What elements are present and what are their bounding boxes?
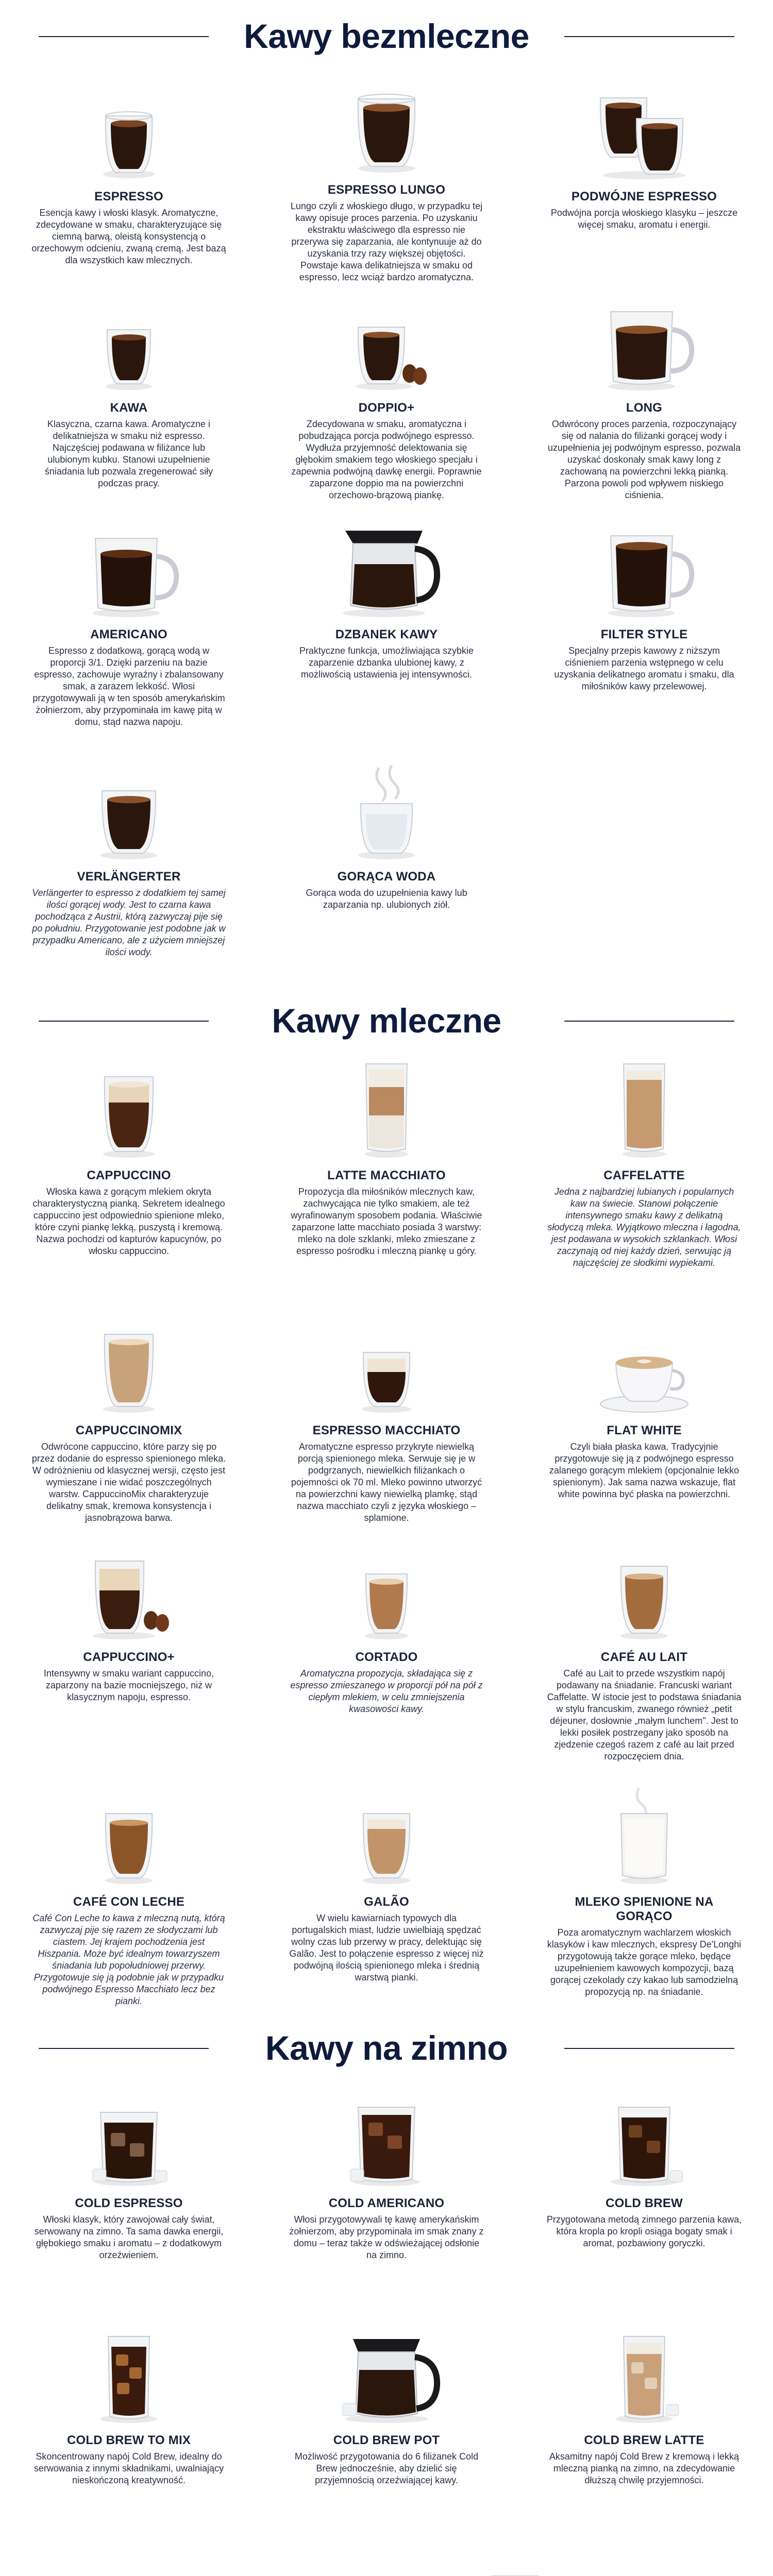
drink-item [0,2079,258,2316]
drink-name: AMERICANO [90,628,167,641]
divider-line [39,2048,209,2049]
espresso-macchiato-glass-icon [320,1306,453,1414]
drink-name: KAWA [110,401,148,415]
drink-name: COLD AMERICANO [328,2196,445,2210]
drink-description: Włoski klasyk, który zawojował cały świat, serwowany na zimno. Ta sama dawka energii, głębokiego smaku i aromatu – z dodatkowym orzeźwieniem. [34,2214,224,2260]
coffee-carafe-icon [320,510,453,618]
drink-description: Intensywny w smaku wariant cappuccino, zaparzony na bazie mocniejszego, niż w klasycznym napoju, espresso. [43,1668,214,1702]
drink-item [129,2553,386,2576]
drink-item [0,1533,258,1777]
drink-item [0,752,258,990]
drink-name: CORTADO [355,1650,418,1664]
drink-item [0,1306,258,1533]
drink-name: COLD BREW POT [333,2433,440,2447]
drink-description: Przygotowana metodą zimnego parzenia kawa, która kropla po kropli osiąga bogaty smak i aromat, pozbawiony goryczki. [546,2214,742,2248]
long-mug-icon [577,283,711,392]
cold-americano-glass-icon [320,2079,453,2187]
drink-name: FLAT WHITE [607,1423,682,1437]
drink-grid-bezmleczne [0,72,773,990]
drink-item [258,510,515,752]
drink-item [0,1051,258,1306]
drink-item-empty [515,752,773,990]
drink-item [515,283,773,510]
drink-name: VERLÄNGERTER [77,870,181,884]
drink-grid-mleczne [0,1051,773,2017]
double-espresso-cups-icon [577,72,711,180]
drink-name: LATTE MACCHIATO [327,1168,446,1182]
divider-line [39,1021,209,1022]
drink-name: LONG [626,401,663,415]
divider-line [39,36,209,37]
drink-description: Podwójna porcja włoskiego klasyku – jeszcze więcej smaku, aromatu i energii. [550,208,738,230]
cold-brew-glass-icon [577,2079,711,2187]
cappuccino-glass-icon [62,1051,196,1159]
drink-description: Odwrócone cappuccino, które parzy się po przez dodanie do espresso spienionego mleka. W odróżnieniu od klasycznej wersji, często jest wymieszane i nie widać poszczególnych warstw. CappuccinoMix charakteryzuje delikatny smak, kremowa konsystencja i jasnobrązowa barwa. [31,1442,226,1523]
latte-macchiato-glass-icon [320,1051,453,1159]
drink-name: ESPRESSO LUNGO [327,183,446,197]
drink-item [515,510,773,752]
section-header-bezmleczne [0,0,773,72]
section-title: Kawy mleczne [272,1002,501,1040]
drink-description: Skoncentrowany napój Cold Brew, idealny do serwowania z innymi składnikami, uwalniający nieskończoną kreatywność. [33,2451,224,2485]
drink-name: DOPPIO+ [358,401,415,415]
drink-name: PODWÓJNE ESPRESSO [571,190,717,204]
drink-description: Czyli biała płaska kawa. Tradycyjnie przygotowuje się ją z podwójnego espresso zalanego gorącym mlekiem (opcjonalnie lekko spienionym). Jak sama nazwa wskazuje, flat white powinna być płaska na powierzchni. [549,1442,740,1499]
drink-item [386,2553,644,2576]
lungo-cup-icon [320,72,453,174]
drink-description: Verlängerter to espresso z dodatkiem tej samej ilości gorącej wody. Jest to czarna kawa pochodząca z Austrii, którą zazwyczaj pije się po południu. Przygotowanie jest podobne jak w przypadku Americano, ale z użyciem mniejszej ilości wody. [32,888,226,957]
cortado-glass-icon [320,1533,453,1641]
drink-item [258,2079,515,2316]
drink-item [0,510,258,752]
drink-name: GORĄCA WODA [337,870,436,884]
americano-mug-icon [62,510,196,618]
cold-brew-latte-glass-icon [577,2316,711,2424]
drink-name: CAPPUCCINO [87,1168,171,1182]
drink-item [258,72,515,283]
drink-description: Zdecydowana w smaku, aromatyczna i pobudzająca porcja podwójnego espresso. Wydłuża przyjemność delektowania się głębokim smakiem tego włoskiego specjału i zapewnia podwójną dawkę energii. Poprawnie zaparzone doppio ma na powierzchni orzechowo-brązową piankę. [291,419,482,500]
drink-item [258,1533,515,1777]
drink-item [0,72,258,283]
drink-name: CAPPUCCINO+ [83,1650,175,1664]
divider-line [564,1021,734,1022]
drink-name: COLD BREW [606,2196,683,2210]
caffelatte-glass-icon [577,1051,711,1159]
cold-espresso-glass-icon [62,2079,196,2187]
drink-name: FILTER STYLE [600,628,688,641]
drink-description: Aromatyczna propozycja, składająca się z espresso zmieszanego w proporcji pół na pół z ciepłym mlekiem, w celu zmniejszenia kwasowości kawy. [290,1668,483,1714]
drink-description: Esencja kawy i włoski klasyk. Aromatyczne, zdecydowane w smaku, charakteryzujące się ciemną barwą, oleistą konsystencją o orzechowym odcieniu, zwaną cremą. Jest bazą dla wszystkich kaw mlecznych. [31,208,226,265]
drink-description: Odwrócony proces parzenia, rozpoczynający się od nalania do filiżanki gorącej wody i uzupełnienia jej podwójnym espresso, pozwala uzyskać doskonały smak kawy long z zachowaną na powierzchni lekką pianką. Parzona powoli pod wpływem niskiego ciśnienia. [547,419,741,500]
drink-item [515,2079,773,2316]
drink-description: Propozycja dla miłośników mlecznych kaw, zachwycająca nie tylko smakiem, ale też wyrafinowanym sposobem podania. Właściwie zaparzone latte macchiato posiada 3 warstwy: mleko na dole szklanki, mleko zmieszane z espresso pośrodku i mleczną piankę u góry. [291,1187,482,1256]
cafe-con-leche-glass-icon [62,1777,196,1886]
section-header-na-zimno [0,2017,773,2079]
drink-description: Espresso z dodatkową, gorącą wodą w proporcji 3/1. Dzięki parzeniu na bazie espresso, zachowuje wyraźny i zbalansowany smak, a zarazem lekkość. Włosi przygotowywali ją w ten sposób amerykańskim żołnierzom, aby przypominała im kawę pitą w domu, stąd nazwa napoju. [32,646,225,727]
drink-name: CAFFELATTE [603,1168,685,1182]
drink-description: Lungo czyli z włoskiego długo, w przypadku tej kawy opisuje proces parzenia. Po uzyskaniu ekstraktu właściwego dla espresso nie przerywa się zaparzania, ale kontynuuje aż do uzyskania trzy razy większej objętości. Powstaje kawa delikatniejsza w smaku od espresso, lecz wciąż bardzo aromatyczna. [290,201,483,282]
drink-name: MLEKO SPIENIONE NA GORĄCO [575,1895,714,1923]
hot-water-glass-icon [320,752,453,860]
cold-brew-to-mix-glass-icon [62,2316,196,2424]
drink-item [515,72,773,283]
drink-item [258,2316,515,2553]
drink-item [258,1777,515,2017]
drink-name: ESPRESSO MACCHIATO [312,1423,461,1437]
cold-brew-cappuccino-glass-icon [191,2553,325,2576]
flat-white-cup-icon [577,1306,711,1414]
divider-line [564,36,734,37]
drink-name: COLD BREW LATTE [584,2433,704,2447]
drink-item [258,1051,515,1306]
section-title: Kawy na zimno [265,2029,508,2067]
drink-description: Włoska kawa z gorącym mlekiem okryta charakterystyczną pianką. Sekretem idealnego cappuccino jest odpowiednio spienione mleko, które czyni piankę lekką, puszystą i kremową. Nazwa pochodzi od kapturów kapucynów, po włosku cappuccino. [32,1187,225,1256]
galao-glass-icon [320,1777,453,1886]
drink-description: Praktyczne funkcja, umożliwiająca szybkie zaparzenie dzbanka ulubionej kawy, z możliwością ustawienia jej intensywności. [299,646,474,680]
drink-name: CAPPUCCINOMIX [75,1423,182,1437]
coffee-cup-icon [62,283,196,392]
drink-item [258,283,515,510]
doppio-cup-icon [320,283,453,392]
drink-item [0,1777,258,2017]
drink-item [258,1306,515,1533]
cafe-au-lait-glass-icon [577,1533,711,1641]
cold-brew-pot-icon [320,2316,453,2424]
drink-item [0,283,258,510]
drink-item [515,1306,773,1533]
drink-description: Café au Lait to przede wszystkim napój podawany na śniadanie. Francuski wariant Caffelatte. W istocie jest to podstawa śniadania w stylu francuskim, zwanego również „petit déjeuner, dosłownie „małym lunchem". Jest to lekki posiłek postrzegany jako sposób na zjedzenie czegoś razem z café au lait przed rozpoczęciem dnia. [547,1668,742,1761]
divider-line [564,2048,734,2049]
cold-frothed-milk-glass-icon [448,2553,582,2576]
cappuccinomix-glass-icon [62,1306,196,1414]
drink-item [0,2316,258,2553]
drink-item [515,2316,773,2553]
cappuccino-plus-glass-icon [62,1533,196,1641]
drink-description: Café Con Leche to kawa z mleczną nutą, którą zazwyczaj pije się razem ze słodyczami lub ciastem. Jej krajem pochodzenia jest Hiszpania. Może być idealnym towarzyszem śniadania lub popołudniowej przerwy. Przygotowuje się ją podobnie jak w przypadku podwójnego Espresso Macchiato lecz bez pianki. [32,1913,225,2006]
drink-name: COLD BREW TO MIX [66,2433,191,2447]
drink-name: COLD ESPRESSO [75,2196,183,2210]
drink-description: Klasyczna, czarna kawa. Aromatyczne i delikatniejsza w smaku niż espresso. Najczęściej podawana w filiżance lub ulubionym kubku. Stanowi uzupełnienie śniadania lub pozwala zregenerować siły podczas pracy. [44,419,213,488]
drink-description: Jedna z najbardziej lubianych i popularnych kaw na świecie. Stanowi połączenie intensywnego smaku kawy z delikatną słodyczą mleka. Wyjątkowo mleczna i łagodna, jest podawana w wysokich szklankach. Włosi zaczynają od niej każdy dzień, serwując ją najczęściej ze słodkimi wypiekami. [547,1187,741,1268]
drink-item [515,1777,773,2017]
drink-description: Włosi przygotowywali tę kawę amerykańskim żołnierzom, aby przypominała im smak znany z domu – teraz także w odświeżającej odsłonie na zimno. [289,2214,484,2260]
filter-style-mug-icon [577,510,711,618]
drink-grid-na-zimno [0,2079,773,2576]
drink-name: CAFÉ AU LAIT [600,1650,688,1664]
drink-description: Aromatyczne espresso przykryte niewielką porcją spienionego mleka. Serwuje się je w podgrzanych, niewielkich filiżankach o pojemności ok 70 ml. Mleko powinno utworzyć na powierzchni kawy niewielką plamkę, stąd nazwa macchiato czyli z języka włoskiego – splamione. [291,1442,482,1523]
drink-item [258,752,515,990]
verlangerter-cup-icon [62,752,196,860]
drink-name: CAFÉ CON LECHE [73,1895,185,1909]
drink-description: W wielu kawiarniach typowych dla portugalskich miast, ludzie uwielbiają spędzać wolny czas lub przerwy w pracy, delektując się Galão. Jest to połączenie espresso z więcej niż podwójną ilością spienionego mleka i średnią warstwą pianki. [289,1913,484,1982]
hot-frothed-milk-glass-icon [577,1777,711,1886]
espresso-cup-icon [62,72,196,180]
drink-name: DZBANEK KAWY [335,628,438,641]
drink-item [515,1051,773,1306]
drink-description: Specjalny przepis kawowy z niższym ciśnieniem parzenia wstępnego w celu uzyskania delikatnego aromatu i smaku, dla miłośników kawy przelewowej. [554,646,734,691]
drink-description: Aksamitny napój Cold Brew z kremową i lekką mleczną pianką na zimno, na zdecydowanie dłuższą chwilę przyjemności. [549,2451,740,2485]
drink-item [515,1533,773,1777]
section-header-mleczne [0,990,773,1051]
drink-name: ESPRESSO [94,190,163,204]
drink-name: GALÃO [364,1895,409,1909]
section-title: Kawy bezmleczne [244,17,529,55]
drink-description: Możliwość przygotowania do 6 filiżanek Cold Brew jednocześnie, aby dzielić się przyjemnością orzeźwiającej kawy. [294,2451,479,2485]
drink-description: Gorąca woda do uzupełnienia kawy lub zaparzania np. ulubionych ziół. [306,888,467,910]
drink-description: Poza aromatycznym wachlarzem włoskich klasyków i kaw mlecznych, ekspresy De'Longhi przygotowują także gorące mleko, będące uzupełnieniem kawowych kompozycji, bazą gorącej czekolady czy kakao lub samodzielną propozycją np. na śniadanie. [547,1927,742,1997]
